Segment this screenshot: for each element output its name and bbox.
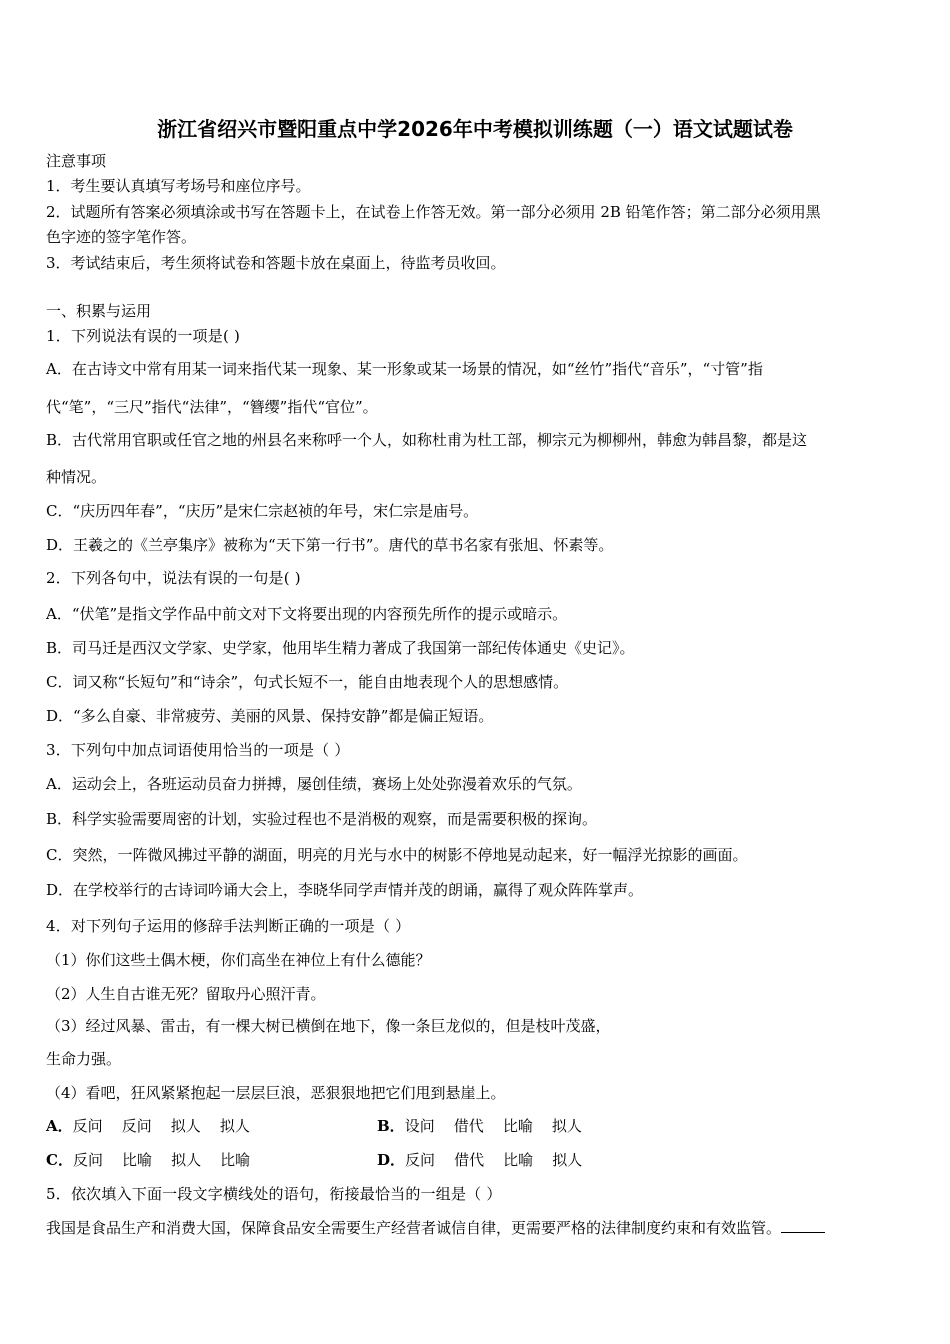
q1-stem: 1．下列说法有误的一项是( )	[46, 327, 241, 345]
q1-option-a: A．在古诗文中常有用某一词来指代某一现象、某一形象或某一场景的情况，如“丝竹”指代“音乐”，“寸管”指	[46, 360, 763, 378]
q4-options-row-2	[46, 1150, 906, 1170]
q5-passage	[46, 1218, 825, 1238]
q3-option-c: C．突然，一阵微风拂过平静的湖面，明亮的月光与水中的树影不停地晃动起来，好一幅浮光掠影的画面。	[46, 846, 748, 864]
q1-option-c: C．“庆历四年春”，“庆历”是宋仁宗赵祯的年号，宋仁宗是庙号。	[46, 502, 479, 520]
page-title: 浙江省绍兴市暨阳重点中学2026年中考模拟训练题（一）语文试题试卷	[157, 117, 793, 141]
q4-sentence-1: （1）你们这些土偶木梗，你们高坐在神位上有什么德能？	[46, 951, 431, 969]
q4-option-c-text: 反问 比喻 拟人 比喻	[72, 1151, 251, 1169]
q4-option-d	[377, 1150, 582, 1170]
q4-option-a-text: 反问 反问 拟人 拟人	[72, 1117, 250, 1135]
q5-stem: 5．依次填入下面一段文字横线处的语句，衔接最恰当的一组是（ ）	[46, 1185, 502, 1203]
q2-stem: 2．下列各句中，说法有误的一句是( )	[46, 569, 301, 587]
q4-option-d-text: 反问 借代 比喻 拟人	[405, 1151, 583, 1169]
q4-stem: 4．对下列句子运用的修辞手法判断正确的一项是（ ）	[46, 917, 411, 935]
q5-passage-text: 我国是食品生产和消费大国，保障食品安全需要生产经营者诚信自律，更需要严格的法律制度约束和有效监管。	[46, 1219, 782, 1237]
q3-option-b: B．科学实验需要周密的计划，实验过程也不是消极的观察，而是需要积极的探询。	[46, 810, 598, 828]
q1-option-b: B．古代常用官职或任官之地的州县名来称呼一个人，如称杜甫为杜工部，柳宗元为柳柳州，韩愈为韩昌黎，都是这	[46, 431, 808, 449]
q3-option-a: A．运动会上，各班运动员奋力拼搏，屡创佳绩，赛场上处处弥漫着欢乐的气氛。	[46, 775, 582, 793]
q1-option-a-cont: 代“笔”，“三尺”指代“法律”，“簪缨”指代“官位”。	[46, 398, 378, 416]
q4-option-d-letter: D．	[377, 1151, 406, 1169]
q4-option-a-letter: A．	[46, 1117, 73, 1135]
q4-option-a	[46, 1116, 250, 1136]
q4-sentence-3-cont: 生命力强。	[46, 1050, 122, 1068]
q4-sentence-4: （4）看吧，狂风紧紧抱起一层层巨浪，恶狠狠地把它们甩到悬崖上。	[46, 1084, 506, 1102]
q4-sentence-3: （3）经过风暴、雷击，有一棵大树已横倒在地下，像一条巨龙似的，但是枝叶茂盛，	[46, 1017, 611, 1035]
notice-heading: 注意事项	[46, 152, 107, 170]
notice-item-1: 1．考生要认真填写考场号和座位序号。	[46, 177, 311, 195]
q3-stem: 3．下列句中加点词语使用恰当的一项是（ ）	[46, 741, 350, 759]
q4-sentence-2: （2）人生自古谁无死？留取丹心照汗青。	[46, 985, 326, 1003]
q4-options-row-1	[46, 1116, 906, 1136]
q2-option-c: C．词又称“长短句”和“诗余”，句式长短不一，能自由地表现个人的思想感情。	[46, 673, 569, 691]
q4-option-b-text: 设问 借代 比喻 拟人	[404, 1117, 582, 1135]
q4-option-c	[46, 1150, 250, 1170]
q4-option-b	[377, 1116, 582, 1136]
q2-option-a: A．“伏笔”是指文学作品中前文对下文将要出现的内容预先所作的提示或暗示。	[46, 605, 568, 623]
q1-option-b-cont: 种情况。	[46, 468, 107, 486]
notice-item-3: 3．考试结束后，考生须将试卷和答题卡放在桌面上，待监考员收回。	[46, 254, 506, 272]
q4-option-c-letter: C．	[46, 1151, 73, 1169]
q3-option-d: D．在学校举行的古诗词吟诵大会上，李晓华同学声情并茂的朗诵，赢得了观众阵阵掌声。	[46, 881, 644, 899]
notice-item-2: 2．试题所有答案必须填涂或书写在答题卡上，在试卷上作答无效。第一部分必须用 2B 铅笔作答；第二部分必须用黑	[46, 203, 821, 221]
q5-blank	[781, 1218, 825, 1233]
q1-option-d: D．王羲之的《兰亭集序》被称为“天下第一行书”。唐代的草书名家有张旭、怀素等。	[46, 536, 614, 554]
q2-option-b: B．司马迁是西汉文学家、史学家，他用毕生精力著成了我国第一部纪传体通史《史记》。	[46, 639, 635, 657]
section-heading: 一、积累与运用	[46, 302, 152, 320]
q2-option-d: D．“多么自豪、非常疲劳、美丽的风景、保持安静”都是偏正短语。	[46, 707, 494, 725]
notice-item-2-cont: 色字迹的签字笔作答。	[46, 228, 197, 246]
q4-option-b-letter: B．	[377, 1117, 405, 1135]
